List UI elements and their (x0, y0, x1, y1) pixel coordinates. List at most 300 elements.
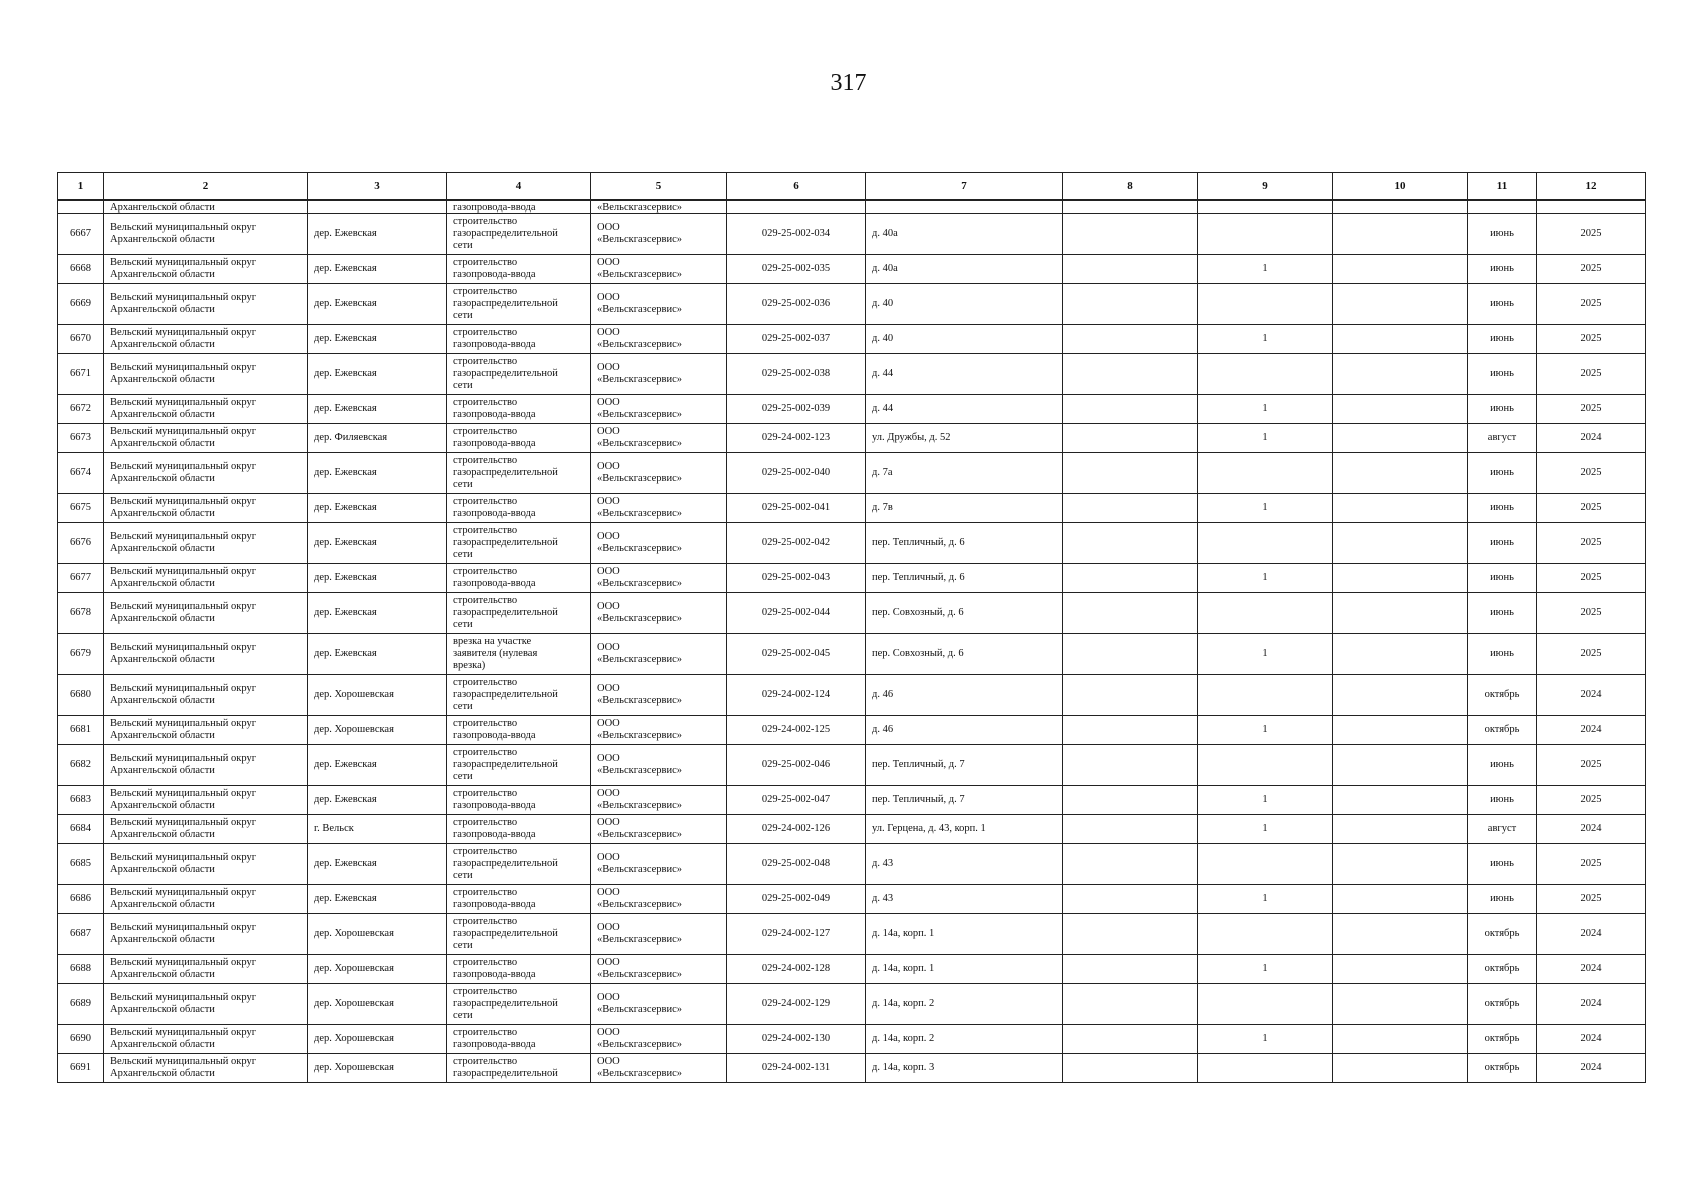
cell-line: ООО (597, 718, 620, 729)
cell-line: «Вельскгазсервис» (597, 438, 683, 449)
cell (1198, 453, 1333, 494)
cell-line: ООО (597, 257, 620, 268)
cell: 029-25-002-049 (727, 885, 866, 914)
cell: 029-24-002-125 (727, 716, 866, 745)
cell (1333, 914, 1468, 955)
cell (447, 395, 591, 424)
cell: июнь (1468, 255, 1537, 284)
cell-line: Вельский муниципальный округ (110, 496, 257, 507)
cell: пер. Тепличный, д. 6 (866, 564, 1063, 593)
cell (1333, 200, 1468, 214)
cell (1333, 395, 1468, 424)
cell: дер. Хорошевская (308, 675, 447, 716)
header-row (58, 173, 1646, 201)
cell (1333, 523, 1468, 564)
table-row (58, 494, 1646, 523)
cell (308, 200, 447, 214)
cell: 6681 (58, 716, 104, 745)
cell (104, 424, 308, 453)
cell-line: строительство (453, 677, 518, 688)
table-row (58, 1054, 1646, 1083)
cell (1063, 745, 1198, 786)
cell (1063, 424, 1198, 453)
cell-line: Архангельской области (110, 613, 215, 624)
cell: пер. Тепличный, д. 7 (866, 786, 1063, 815)
cell: 2025 (1537, 844, 1646, 885)
cell-line: Архангельской области (110, 730, 215, 741)
cell (591, 255, 727, 284)
cell: 1 (1198, 325, 1333, 354)
cell-line: Вельский муниципальный округ (110, 992, 257, 1003)
cell: 2025 (1537, 494, 1646, 523)
cell-line: газораспределительной (453, 858, 558, 869)
cell: 6687 (58, 914, 104, 955)
cell-line: Архангельской области (110, 473, 215, 484)
cell (1063, 675, 1198, 716)
cell-line: ООО (597, 566, 620, 577)
cell: дер. Ежевская (308, 395, 447, 424)
cell (866, 200, 1063, 214)
cell (447, 786, 591, 815)
cell (591, 675, 727, 716)
cell: д. 40 (866, 325, 1063, 354)
cell: июнь (1468, 745, 1537, 786)
cell-line: Архангельской области (110, 800, 215, 811)
cell (104, 844, 308, 885)
cell-line: «Вельскгазсервис» (597, 374, 683, 385)
page-number: 317 (830, 70, 867, 96)
cell (104, 214, 308, 255)
cell: 6671 (58, 354, 104, 395)
cell-line: «Вельскгазсервис» (597, 934, 683, 945)
cell-line: газораспределительной (453, 928, 558, 939)
cell-line: Архангельской области (110, 508, 215, 519)
cell-line: Вельский муниципальный округ (110, 397, 257, 408)
cell-line: строительство (453, 566, 518, 577)
cell-line: Вельский муниципальный округ (110, 1027, 257, 1038)
cell-line: ООО (597, 426, 620, 437)
cell-line: строительство (453, 286, 518, 297)
cell: д. 7в (866, 494, 1063, 523)
cell (1333, 255, 1468, 284)
cell-line: Архангельской области (110, 1004, 215, 1015)
cell-line: Вельский муниципальный округ (110, 817, 257, 828)
cell-line: газопровода-ввода (453, 829, 536, 840)
cell: 6678 (58, 593, 104, 634)
cell: 029-25-002-038 (727, 354, 866, 395)
cell (104, 354, 308, 395)
cell: 1 (1198, 634, 1333, 675)
cell: 029-25-002-047 (727, 786, 866, 815)
cell-line: Архангельской области (110, 234, 215, 245)
cell: дер. Хорошевская (308, 955, 447, 984)
cell: ул. Герцена, д. 43, корп. 1 (866, 815, 1063, 844)
cell (1333, 214, 1468, 255)
cell-line: газопровода-ввода (453, 269, 536, 280)
table-row (58, 593, 1646, 634)
cell (1333, 354, 1468, 395)
cell-line: сети (453, 310, 473, 321)
cell (1537, 200, 1646, 214)
cell: дер. Ежевская (308, 593, 447, 634)
cell: дер. Ежевская (308, 494, 447, 523)
cell: 2024 (1537, 716, 1646, 745)
cell (1333, 786, 1468, 815)
cell: 029-25-002-044 (727, 593, 866, 634)
cell-line: газопровода-ввода (453, 409, 536, 420)
cell-line: строительство (453, 788, 518, 799)
cell-line: «Вельскгазсервис» (597, 409, 683, 420)
cell-line: ООО (597, 292, 620, 303)
cell-line: газораспределительной (453, 689, 558, 700)
cell (104, 1025, 308, 1054)
cell-line: Вельский муниципальный округ (110, 601, 257, 612)
cell-line: ООО (597, 1027, 620, 1038)
cell-line: сети (453, 479, 473, 490)
cell: 2024 (1537, 675, 1646, 716)
cell-line: строительство (453, 525, 518, 536)
cell-line: «Вельскгазсервис» (597, 473, 683, 484)
cell-line: строительство (453, 327, 518, 338)
cell (591, 955, 727, 984)
cell: 6683 (58, 786, 104, 815)
cell: 029-24-002-128 (727, 955, 866, 984)
cell (1333, 815, 1468, 844)
cell (1063, 200, 1198, 214)
cell-line: газораспределительной (453, 998, 558, 1009)
cell-line: ООО (597, 362, 620, 373)
cell: 2025 (1537, 255, 1646, 284)
cell: июнь (1468, 284, 1537, 325)
cell (1063, 523, 1198, 564)
cell-line: газопровода-ввода (453, 969, 536, 980)
cell: дер. Ежевская (308, 844, 447, 885)
cell (447, 1025, 591, 1054)
cell-line: Архангельской области (110, 934, 215, 945)
cell (591, 453, 727, 494)
header-cell: 11 (1468, 173, 1537, 201)
cell: дер. Хорошевская (308, 984, 447, 1025)
cell (1198, 284, 1333, 325)
cell (1333, 885, 1468, 914)
cell: август (1468, 815, 1537, 844)
cell-line: газораспределительной (453, 467, 558, 478)
cell (447, 494, 591, 523)
table-row (58, 716, 1646, 745)
cell-line: ООО (597, 496, 620, 507)
cell (591, 214, 727, 255)
cell (591, 284, 727, 325)
table-row (58, 885, 1646, 914)
cell (1468, 200, 1537, 214)
cell-line: строительство (453, 496, 518, 507)
cell: дер. Ежевская (308, 745, 447, 786)
cell (1198, 593, 1333, 634)
cell: 029-25-002-048 (727, 844, 866, 885)
cell (1063, 885, 1198, 914)
cell: 2025 (1537, 354, 1646, 395)
cell-line: газопровода-ввода (453, 1039, 536, 1050)
cell: дер. Филяевская (308, 424, 447, 453)
cell (447, 284, 591, 325)
cell: июнь (1468, 564, 1537, 593)
cell-line: строительство (453, 1056, 518, 1067)
cell: 6680 (58, 675, 104, 716)
cell: дер. Ежевская (308, 354, 447, 395)
table-row (58, 395, 1646, 424)
cell (1063, 453, 1198, 494)
cell-line: ООО (597, 222, 620, 233)
cell-line: Вельский муниципальный округ (110, 642, 257, 653)
cell: 2025 (1537, 523, 1646, 564)
cell-line: Архангельской области (110, 543, 215, 554)
cell: д. 46 (866, 675, 1063, 716)
table-row (58, 1025, 1646, 1054)
cell: пер. Совхозный, д. 6 (866, 593, 1063, 634)
cell (1333, 716, 1468, 745)
cell (591, 325, 727, 354)
cell-line: строительство (453, 986, 518, 997)
cell-line: Вельский муниципальный округ (110, 1056, 257, 1067)
cell-line: «Вельскгазсервис» (597, 829, 683, 840)
cell: 2024 (1537, 984, 1646, 1025)
cell: 2025 (1537, 325, 1646, 354)
cell (1198, 523, 1333, 564)
cell-line: строительство (453, 846, 518, 857)
header-cell: 1 (58, 173, 104, 201)
cell-line: «Вельскгазсервис» (597, 765, 683, 776)
cell: 1 (1198, 255, 1333, 284)
cell (591, 716, 727, 745)
cell (591, 786, 727, 815)
cell: 029-24-002-127 (727, 914, 866, 955)
cell-line: газораспределительной (453, 537, 558, 548)
cell: д. 43 (866, 885, 1063, 914)
cell (1063, 564, 1198, 593)
cell-line: врезка) (453, 660, 486, 671)
cell: 2025 (1537, 284, 1646, 325)
cell-line: «Вельскгазсервис» (597, 1039, 683, 1050)
cell: дер. Хорошевская (308, 716, 447, 745)
cell: 029-25-002-043 (727, 564, 866, 593)
cell (447, 325, 591, 354)
cell (591, 523, 727, 564)
cell-line: Вельский муниципальный округ (110, 718, 257, 729)
cell (447, 914, 591, 955)
cell-line: сети (453, 549, 473, 560)
cell: 6679 (58, 634, 104, 675)
cell-line: газопровода-ввода (453, 508, 536, 519)
table-row (58, 634, 1646, 675)
cell (1333, 634, 1468, 675)
cell (1063, 1025, 1198, 1054)
cell (447, 815, 591, 844)
cell-line: строительство (453, 747, 518, 758)
cell (1198, 844, 1333, 885)
cell (1198, 914, 1333, 955)
cell (1063, 914, 1198, 955)
cell: июнь (1468, 885, 1537, 914)
cell (447, 745, 591, 786)
cell: октябрь (1468, 1054, 1537, 1083)
header-cell: 8 (1063, 173, 1198, 201)
cell (104, 453, 308, 494)
cell: август (1468, 424, 1537, 453)
cell-line: газораспределительной (453, 228, 558, 239)
cell (1063, 325, 1198, 354)
cell: 1 (1198, 885, 1333, 914)
cell-line: ООО (597, 788, 620, 799)
cell: 029-25-002-039 (727, 395, 866, 424)
cell: 029-25-002-034 (727, 214, 866, 255)
cell-line: газопровода-ввода (453, 339, 536, 350)
table-row (58, 675, 1646, 716)
cell (1063, 494, 1198, 523)
cell (104, 523, 308, 564)
cell: июнь (1468, 523, 1537, 564)
cell: 6675 (58, 494, 104, 523)
cell (58, 200, 104, 214)
cell: 029-25-002-042 (727, 523, 866, 564)
header-cell: 7 (866, 173, 1063, 201)
cell: 029-25-002-040 (727, 453, 866, 494)
cell: 029-24-002-124 (727, 675, 866, 716)
cell (104, 786, 308, 815)
cell: 1 (1198, 955, 1333, 984)
cell: июнь (1468, 395, 1537, 424)
cell (591, 395, 727, 424)
cell (104, 815, 308, 844)
cell: 6672 (58, 395, 104, 424)
cell-line: «Вельскгазсервис» (597, 269, 683, 280)
cell-line: газораспределительной (453, 368, 558, 379)
cell (447, 716, 591, 745)
cell-line: строительство (453, 887, 518, 898)
cell: дер. Ежевская (308, 564, 447, 593)
cell: 2025 (1537, 593, 1646, 634)
cell (104, 593, 308, 634)
cell (1333, 844, 1468, 885)
cell (1333, 593, 1468, 634)
cell: 029-24-002-123 (727, 424, 866, 453)
cell-line: «Вельскгазсервис» (597, 864, 683, 875)
cell (1333, 1054, 1468, 1083)
cell (591, 815, 727, 844)
cell: июнь (1468, 593, 1537, 634)
cell-line: «Вельскгазсервис» (597, 543, 683, 554)
cell (104, 1054, 308, 1083)
cell (1333, 745, 1468, 786)
cell (1333, 284, 1468, 325)
cell-line: строительство (453, 957, 518, 968)
cell: д. 40а (866, 255, 1063, 284)
cell: дер. Ежевская (308, 634, 447, 675)
cell (727, 200, 866, 214)
cell-line: Вельский муниципальный округ (110, 852, 257, 863)
cell-line: строительство (453, 1027, 518, 1038)
cell (1333, 955, 1468, 984)
cell: 029-25-002-045 (727, 634, 866, 675)
cell (447, 255, 591, 284)
cell (104, 716, 308, 745)
cell (1063, 634, 1198, 675)
cell: д. 14а, корп. 2 (866, 1025, 1063, 1054)
cell: октябрь (1468, 955, 1537, 984)
cell: 1 (1198, 815, 1333, 844)
cell: 6688 (58, 955, 104, 984)
cell-line: «Вельскгазсервис» (597, 899, 683, 910)
cell (1198, 1054, 1333, 1083)
table-row (58, 914, 1646, 955)
cell: 2025 (1537, 214, 1646, 255)
cell (104, 255, 308, 284)
cell-line: Вельский муниципальный округ (110, 531, 257, 542)
cell: дер. Хорошевская (308, 1025, 447, 1054)
table-row (58, 844, 1646, 885)
cell: д. 14а, корп. 3 (866, 1054, 1063, 1083)
cell-line: Архангельской области (110, 1039, 215, 1050)
cell: 2024 (1537, 424, 1646, 453)
cell-line: ООО (597, 683, 620, 694)
cell-line: сети (453, 1010, 473, 1021)
cell: 6674 (58, 453, 104, 494)
cell-line: строительство (453, 216, 518, 227)
cell-line: Архангельской области (110, 765, 215, 776)
cell: дер. Ежевская (308, 325, 447, 354)
cell (591, 1054, 727, 1083)
cell-line: Архангельской области (110, 969, 215, 980)
cell-line: газопровода-ввода (453, 800, 536, 811)
cell-line: «Вельскгазсервис» (597, 695, 683, 706)
table-row (58, 815, 1646, 844)
cell: 1 (1198, 564, 1333, 593)
table-row (58, 984, 1646, 1025)
cell (591, 494, 727, 523)
cell: 2025 (1537, 745, 1646, 786)
cell (104, 325, 308, 354)
cell-line: Вельский муниципальный округ (110, 461, 257, 472)
cell-line: газораспределительной (453, 298, 558, 309)
cell: октябрь (1468, 914, 1537, 955)
cell-line: сети (453, 771, 473, 782)
table-row (58, 453, 1646, 494)
cell: июнь (1468, 453, 1537, 494)
cell: 6677 (58, 564, 104, 593)
header-cell: 6 (727, 173, 866, 201)
cell: 1 (1198, 1025, 1333, 1054)
cell-line: «Вельскгазсервис» (597, 969, 683, 980)
cell (447, 634, 591, 675)
cell-line: строительство (453, 455, 518, 466)
cell-line: «Вельскгазсервис» (597, 613, 683, 624)
cell (104, 564, 308, 593)
cell (104, 745, 308, 786)
cell: октябрь (1468, 984, 1537, 1025)
cell-line: Вельский муниципальный округ (110, 566, 257, 577)
cell: 6676 (58, 523, 104, 564)
cell (1333, 424, 1468, 453)
cell: 1 (1198, 424, 1333, 453)
cell (447, 955, 591, 984)
cell (1063, 955, 1198, 984)
header-cell: 4 (447, 173, 591, 201)
cell: д. 14а, корп. 1 (866, 955, 1063, 984)
cell-line: строительство (453, 356, 518, 367)
table-row (58, 284, 1646, 325)
cell-line: строительство (453, 397, 518, 408)
cell: октябрь (1468, 675, 1537, 716)
cell-line: строительство (453, 817, 518, 828)
